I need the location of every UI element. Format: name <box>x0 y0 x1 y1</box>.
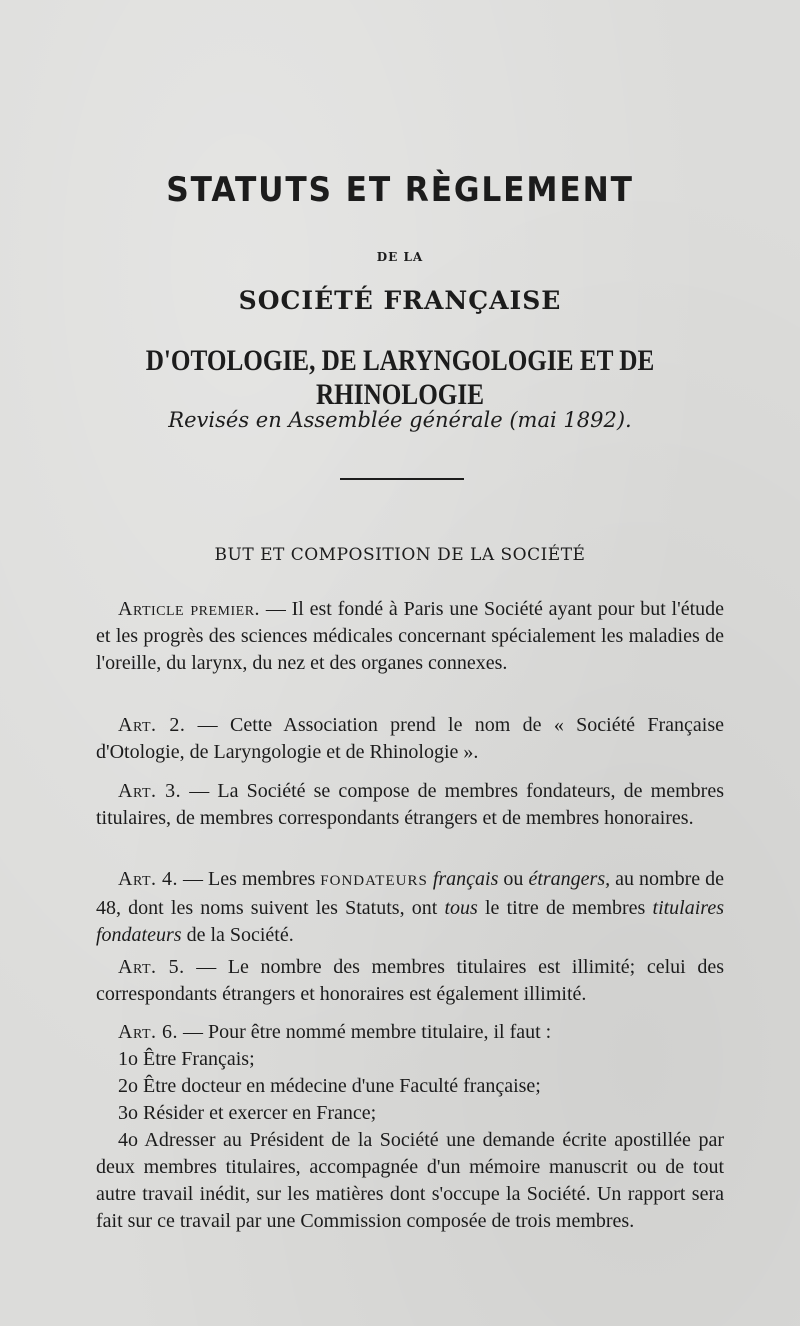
article-6-text: — Pour être nommé membre titulaire, il faut : <box>178 1021 552 1043</box>
article-5-text: — Le nombre des membres titulaires est illimité; celui des correspondants étrangers et honoraires est également illimité. <box>96 956 724 1005</box>
revision-note: Revisés en Assemblée générale (mai 1892). <box>168 408 632 432</box>
article-6-item-1: 1o Être Français; <box>118 1048 255 1070</box>
title-connector: DE LA <box>376 250 424 264</box>
document-title: STATUTS ET RÈGLEMENT <box>166 170 634 210</box>
article-6-item-4: 4o Adresser au Président de la Société une demande écrite apostillée par deux membres titulaires, accompagnée d'un mémoire manuscrit ou de tout autre travail inédit, sur les matières dont s'occupe la Société. Un rapport sera fait sur ce travail par une Commission composée de trois membres. <box>96 1129 724 1232</box>
article-6 <box>96 1019 724 1235</box>
article-4-label: Art. 4. <box>118 868 179 890</box>
article-2 <box>96 712 724 766</box>
article-5-label: Art. 5. <box>118 956 185 978</box>
article-4-fondateurs: FONDATEURS <box>320 873 428 889</box>
article-4-tous: tous <box>444 897 478 919</box>
article-4-text-3: le titre de membres <box>477 897 653 919</box>
article-2-label: Art. 2. <box>118 714 186 736</box>
article-3-text: — La Société se compose de membres fondateurs, de membres titulaires, de membres correspondants étrangers et de membres honoraires. <box>96 780 724 829</box>
article-4-text-4: de la Société. <box>181 924 294 946</box>
article-2-text: — Cette Association prend le nom de « Société Française d'Otologie, de Laryngologie et de Rhinologie ». <box>96 714 724 763</box>
article-4-francais: français <box>432 868 499 890</box>
society-subtitle: D'OTOLOGIE, DE LARYNGOLOGIE ET DE RHINOLOGIE <box>145 344 655 411</box>
article-6-item-3: 3o Résider et exercer en France; <box>118 1102 377 1124</box>
article-4-titulaires: titulaires fondateurs <box>96 897 724 946</box>
article-3-label: Art. 3. <box>118 780 182 802</box>
article-1-label: Article premier. <box>118 598 261 620</box>
society-name: SOCIÉTÉ FRANÇAISE <box>238 286 562 315</box>
article-4-text-1: — Les membres <box>178 868 321 890</box>
article-1-text: — Il est fondé à Paris une Société ayant pour but l'étude et les progrès des sciences médicales concernant spécialement les maladies de l'oreille, du larynx, du nez et des organes connexes. <box>96 598 724 674</box>
article-4-text-2: au nombre de 48, dont les noms suivent les Statuts, ont <box>96 868 725 919</box>
article-1 <box>96 596 724 677</box>
article-4-ou: ou <box>498 868 529 890</box>
article-4 <box>96 866 724 949</box>
divider-rule <box>340 478 464 480</box>
article-6-label: Art. 6. <box>118 1021 178 1043</box>
article-3 <box>96 778 724 832</box>
article-4-etrangers: étrangers, <box>528 868 611 890</box>
section-heading: BUT ET COMPOSITION DE LA SOCIÉTÉ <box>214 545 586 565</box>
article-5 <box>96 954 724 1008</box>
article-6-item-2: 2o Être docteur en médecine d'une Faculté française; <box>118 1075 541 1097</box>
